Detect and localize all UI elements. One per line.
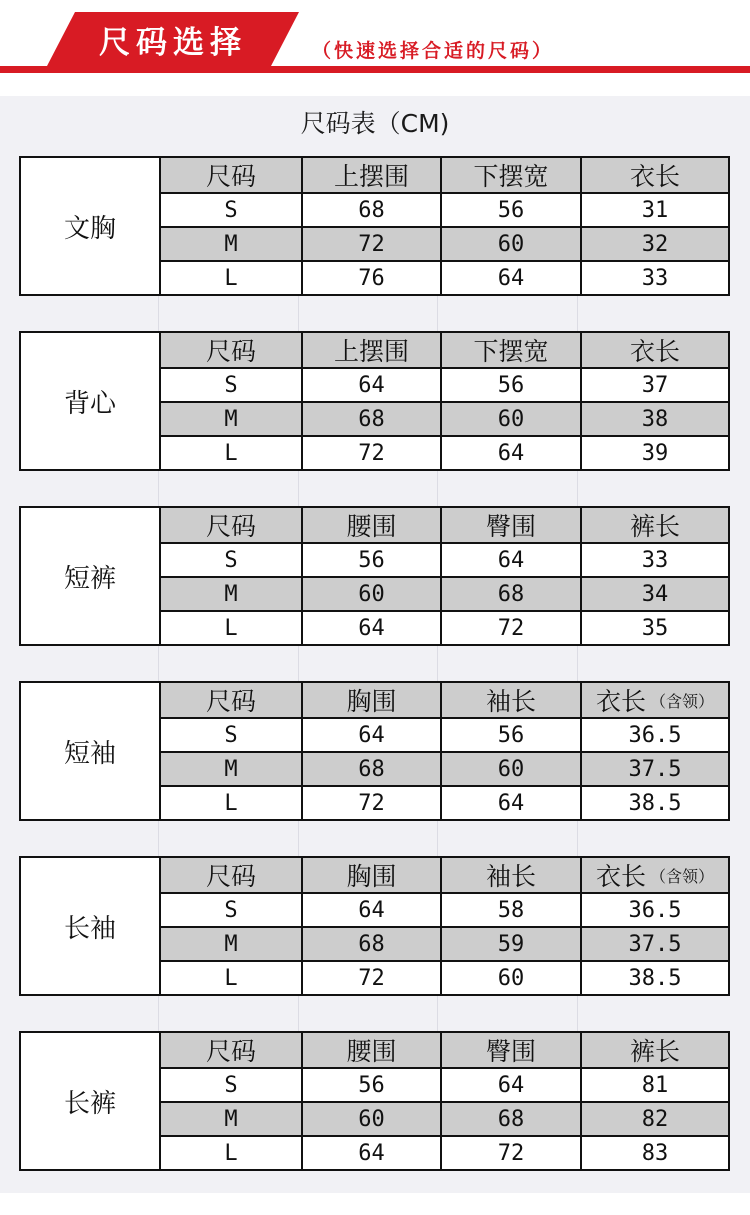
spacer-column	[438, 996, 578, 1031]
size-label: S	[161, 892, 301, 926]
size-label: M	[161, 1101, 301, 1135]
spacer-column	[299, 646, 438, 681]
size-block	[19, 1031, 730, 1171]
size-label: S	[161, 717, 301, 751]
measurement-value: 64	[440, 1067, 580, 1101]
size-grid	[159, 681, 730, 821]
size-label: M	[161, 576, 301, 610]
measurement-value: 39	[580, 435, 728, 469]
category-label: 背心	[19, 331, 159, 471]
block-spacer	[19, 821, 730, 856]
table-title: 尺码表（CM)	[300, 109, 450, 138]
block-spacer	[19, 471, 730, 506]
measurement-value: 64	[301, 1135, 440, 1169]
spacer-column	[159, 821, 299, 856]
column-header	[440, 683, 580, 717]
column-header-label: 下摆宽	[473, 337, 549, 366]
measurement-value: 37.5	[580, 751, 728, 785]
measurement-value: 56	[301, 542, 440, 576]
measurement-value: 76	[301, 260, 440, 294]
column-header-label: 腰围	[346, 1037, 397, 1066]
measurement-value: 72	[440, 610, 580, 644]
measurement-value: 60	[440, 960, 580, 994]
header	[0, 0, 750, 75]
spacer-column	[438, 296, 578, 331]
column-header-label: 下摆宽	[473, 162, 549, 191]
spacer-column	[159, 646, 299, 681]
spacer-column	[19, 996, 159, 1031]
measurement-value: 56	[440, 367, 580, 401]
column-header	[580, 858, 728, 892]
size-label: M	[161, 401, 301, 435]
column-header	[161, 508, 301, 542]
column-header	[301, 1033, 440, 1067]
measurement-value: 33	[580, 542, 728, 576]
column-header	[580, 508, 728, 542]
measurement-value: 38.5	[580, 960, 728, 994]
measurement-value: 56	[301, 1067, 440, 1101]
spacer-column	[19, 471, 159, 506]
column-header-label: 上摆围	[333, 162, 409, 191]
header-title: 尺码选择	[99, 24, 247, 61]
column-header	[440, 333, 580, 367]
measurement-value: 64	[440, 435, 580, 469]
spacer-column	[159, 471, 299, 506]
column-header	[301, 333, 440, 367]
header-subtitle: （快速选择合适的尺码）	[312, 39, 555, 62]
measurement-value: 72	[301, 785, 440, 819]
measurement-value: 68	[301, 751, 440, 785]
measurement-value: 58	[440, 892, 580, 926]
category-label: 短裤	[19, 506, 159, 646]
spacer-column	[299, 996, 438, 1031]
column-header-label: 尺码	[205, 162, 256, 191]
column-header-label: 衣长	[595, 862, 646, 891]
size-block	[19, 331, 730, 471]
column-header	[440, 508, 580, 542]
spacer-column	[578, 646, 730, 681]
measurement-value: 59	[440, 926, 580, 960]
measurement-value: 68	[301, 401, 440, 435]
measurement-value: 36.5	[580, 892, 728, 926]
size-block	[19, 506, 730, 646]
category-label: 短袖	[19, 681, 159, 821]
size-label: L	[161, 960, 301, 994]
measurement-value: 31	[580, 192, 728, 226]
spacer-column	[438, 646, 578, 681]
size-grid	[159, 856, 730, 996]
measurement-value: 60	[440, 751, 580, 785]
measurement-value: 37	[580, 367, 728, 401]
size-table-blocks	[19, 156, 730, 1171]
measurement-value: 38.5	[580, 785, 728, 819]
size-label: S	[161, 1067, 301, 1101]
measurement-value: 33	[580, 260, 728, 294]
measurement-value: 68	[440, 576, 580, 610]
column-header	[580, 158, 728, 192]
measurement-value: 72	[301, 960, 440, 994]
measurement-value: 60	[440, 226, 580, 260]
spacer-column	[19, 821, 159, 856]
column-header-label: 袖长	[485, 862, 536, 891]
column-header	[301, 508, 440, 542]
measurement-value: 82	[580, 1101, 728, 1135]
size-grid	[159, 331, 730, 471]
spacer-column	[299, 471, 438, 506]
measurement-value: 64	[440, 260, 580, 294]
spacer-column	[159, 296, 299, 331]
column-header	[161, 683, 301, 717]
column-header-label: 腰围	[346, 512, 397, 541]
measurement-value: 60	[440, 401, 580, 435]
size-label: L	[161, 435, 301, 469]
column-header-note: （含领）	[650, 691, 715, 711]
column-header-label: 袖长	[485, 687, 536, 716]
column-header-label: 尺码	[205, 687, 256, 716]
measurement-value: 36.5	[580, 717, 728, 751]
column-header	[440, 1033, 580, 1067]
measurement-value: 32	[580, 226, 728, 260]
size-label: M	[161, 926, 301, 960]
measurement-value: 64	[440, 785, 580, 819]
size-label: S	[161, 192, 301, 226]
size-label: L	[161, 260, 301, 294]
spacer-column	[578, 821, 730, 856]
column-header	[161, 158, 301, 192]
measurement-value: 60	[301, 1101, 440, 1135]
spacer-column	[299, 296, 438, 331]
measurement-value: 64	[301, 367, 440, 401]
size-label: S	[161, 542, 301, 576]
measurement-value: 34	[580, 576, 728, 610]
measurement-value: 68	[301, 192, 440, 226]
column-header-label: 衣长	[629, 337, 680, 366]
column-header-label: 尺码	[205, 1037, 256, 1066]
size-grid	[159, 506, 730, 646]
column-header	[301, 683, 440, 717]
size-label: L	[161, 785, 301, 819]
measurement-value: 38	[580, 401, 728, 435]
category-label: 长袖	[19, 856, 159, 996]
column-header	[580, 1033, 728, 1067]
block-spacer	[19, 296, 730, 331]
column-header-label: 胸围	[346, 687, 397, 716]
spacer-column	[438, 821, 578, 856]
spacer-column	[438, 471, 578, 506]
measurement-value: 83	[580, 1135, 728, 1169]
category-label: 文胸	[19, 156, 159, 296]
column-header-label: 裤长	[629, 512, 680, 541]
category-label: 长裤	[19, 1031, 159, 1171]
column-header	[301, 158, 440, 192]
size-label: M	[161, 751, 301, 785]
column-header-label: 尺码	[205, 512, 256, 541]
column-header-label: 胸围	[346, 862, 397, 891]
spacer-column	[159, 996, 299, 1031]
measurement-value: 68	[440, 1101, 580, 1135]
size-block	[19, 681, 730, 821]
measurement-value: 64	[301, 892, 440, 926]
column-header	[301, 858, 440, 892]
column-header	[440, 158, 580, 192]
measurement-value: 60	[301, 576, 440, 610]
column-header-note: （含领）	[650, 866, 715, 886]
block-spacer	[19, 996, 730, 1031]
spacer-column	[578, 996, 730, 1031]
measurement-value: 35	[580, 610, 728, 644]
measurement-value: 72	[440, 1135, 580, 1169]
column-header-label: 裤长	[629, 1037, 680, 1066]
spacer-column	[299, 821, 438, 856]
spacer-column	[578, 471, 730, 506]
block-spacer	[19, 646, 730, 681]
column-header	[161, 333, 301, 367]
column-header-label: 上摆围	[333, 337, 409, 366]
measurement-value: 64	[301, 610, 440, 644]
header-divider	[0, 66, 750, 73]
column-header-label: 臀围	[485, 1037, 536, 1066]
spacer-column	[19, 296, 159, 331]
column-header-label: 衣长	[629, 162, 680, 191]
measurement-value: 56	[440, 717, 580, 751]
measurement-value: 72	[301, 435, 440, 469]
measurement-value: 64	[440, 542, 580, 576]
column-header-label: 尺码	[205, 337, 256, 366]
size-block	[19, 156, 730, 296]
measurement-value: 64	[301, 717, 440, 751]
size-block	[19, 856, 730, 996]
column-header	[580, 333, 728, 367]
measurement-value: 72	[301, 226, 440, 260]
column-header-label: 臀围	[485, 512, 536, 541]
column-header	[161, 1033, 301, 1067]
size-grid	[159, 156, 730, 296]
column-header-label: 尺码	[205, 862, 256, 891]
column-header	[580, 683, 728, 717]
size-label: L	[161, 1135, 301, 1169]
column-header-label: 衣长	[595, 687, 646, 716]
size-grid	[159, 1031, 730, 1171]
spacer-column	[19, 646, 159, 681]
size-label: S	[161, 367, 301, 401]
spacer-column	[578, 296, 730, 331]
measurement-value: 68	[301, 926, 440, 960]
size-label: L	[161, 610, 301, 644]
column-header	[440, 858, 580, 892]
column-header	[161, 858, 301, 892]
size-label: M	[161, 226, 301, 260]
measurement-value: 81	[580, 1067, 728, 1101]
measurement-value: 37.5	[580, 926, 728, 960]
measurement-value: 56	[440, 192, 580, 226]
